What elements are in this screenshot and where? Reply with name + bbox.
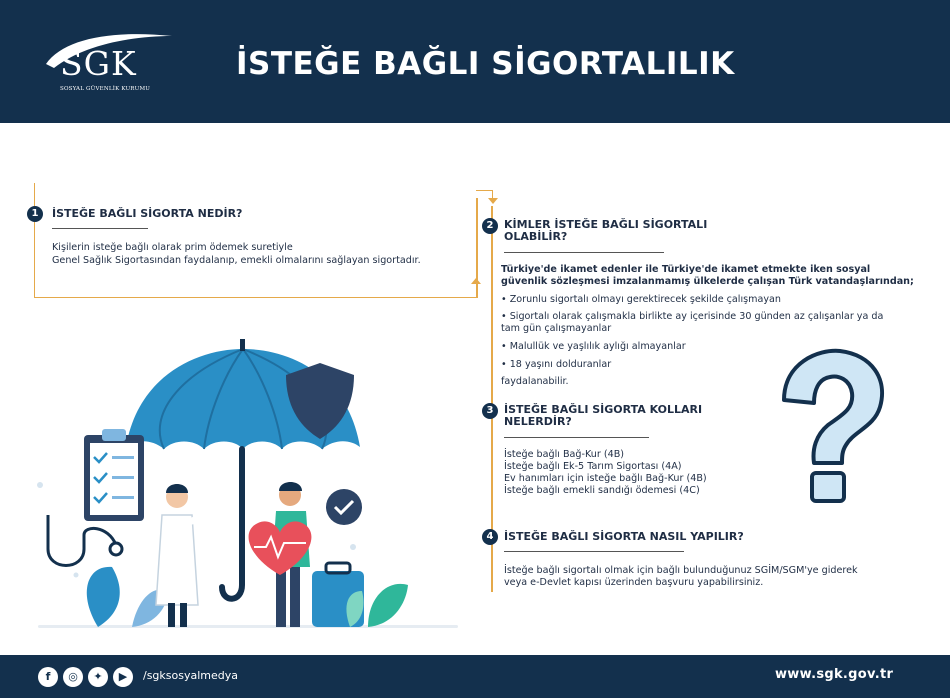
instagram-icon[interactable]: ◎	[63, 667, 83, 687]
section-2-intro: Türkiye'de ikamet edenler ile Türkiye'de ikamet etmekte iken sosyal	[501, 264, 871, 275]
section-1-title: İSTEĞE BAĞLI SİGORTA NEDİR?	[52, 207, 243, 220]
section-1-rule	[52, 228, 148, 229]
logo-subtext: SOSYAL GÜVENLİK KURUMU	[60, 86, 151, 92]
section-2-outro: faydalanabilir.	[501, 376, 569, 387]
section-2-bullet: • Zorunlu sigortalı olmayı gerektirecek şekilde çalışmayan	[501, 294, 781, 305]
logo-text: SGK	[60, 44, 137, 83]
section-1-line: Kişilerin isteğe bağlı olarak prim ödemek suretiyle	[52, 242, 293, 253]
section-2-number: 2	[482, 218, 498, 234]
section-1-frame	[34, 183, 478, 298]
facebook-icon[interactable]: f	[38, 667, 58, 687]
section-3-line: İsteğe bağlı emekli sandığı ödemesi (4C)	[504, 485, 700, 496]
youtube-icon[interactable]: ▶	[113, 667, 133, 687]
section-4-rule	[504, 551, 684, 552]
twitter-icon[interactable]: ✦	[88, 667, 108, 687]
page-title: İSTEĞE BAĞLI SİGORTALILIK	[236, 46, 735, 82]
section-2-rule	[504, 252, 664, 253]
section-2-bullet: • Sigortalı olarak çalışmakla birlikte ay içerisinde 30 günden az çalışanlar ya da	[501, 311, 884, 322]
section-2-intro: güvenlik sözleşmesi imzalanmamış ülkelerde çalışan Türk vatandaşlarından;	[501, 276, 914, 287]
section-3-number: 3	[482, 403, 498, 419]
section-1-number: 1	[27, 206, 43, 222]
section-2-bullet: tam gün çalışmayanlar	[501, 323, 612, 334]
social-handle-link[interactable]: /sgksosyalmedya	[143, 669, 239, 682]
connector-arrow-icon	[471, 278, 481, 284]
connector-arrow-icon	[488, 198, 498, 204]
section-4-line: İsteğe bağlı sigortalı olmak için bağlı bulunduğunuz SGİM/SGM'ye giderek	[504, 565, 858, 576]
section-2-bullet: • Malullük ve yaşlılık aylığı almayanlar	[501, 341, 686, 352]
section-4-number: 4	[482, 529, 498, 545]
website-link[interactable]: www.sgk.gov.tr	[775, 667, 894, 682]
umbrella-illustration	[28, 335, 468, 635]
section-2-title: OLABİLİR?	[504, 230, 568, 243]
header-banner	[0, 0, 950, 123]
section-3-line: Ev hanımları için isteğe bağlı Bağ-Kur (4B)	[504, 473, 707, 484]
section-2-title: KİMLER İSTEĞE BAĞLI SİGORTALI	[504, 218, 708, 231]
section-3-title: NELERDİR?	[504, 415, 572, 428]
section-4-line: veya e-Devlet kapısı üzerinden başvuru yapabilirsiniz.	[504, 577, 764, 588]
section-3-line: İsteğe bağlı Ek-5 Tarım Sigortası (4A)	[504, 461, 682, 472]
section-1-line: Genel Sağlık Sigortasından faydalanıp, emekli olmalarını sağlayan sigortadır.	[52, 255, 421, 266]
sgk-logo	[44, 30, 176, 100]
section-3-title: İSTEĞE BAĞLI SİGORTA KOLLARI	[504, 403, 703, 416]
section-3-line: İsteğe bağlı Bağ-Kur (4B)	[504, 449, 625, 460]
question-mark-icon	[768, 345, 893, 510]
section-3-rule	[504, 437, 649, 438]
footer-bar	[0, 655, 950, 698]
section-2-bullet: • 18 yaşını dolduranlar	[501, 359, 612, 370]
section-4-title: İSTEĞE BAĞLI SİGORTA NASIL YAPILIR?	[504, 530, 744, 543]
